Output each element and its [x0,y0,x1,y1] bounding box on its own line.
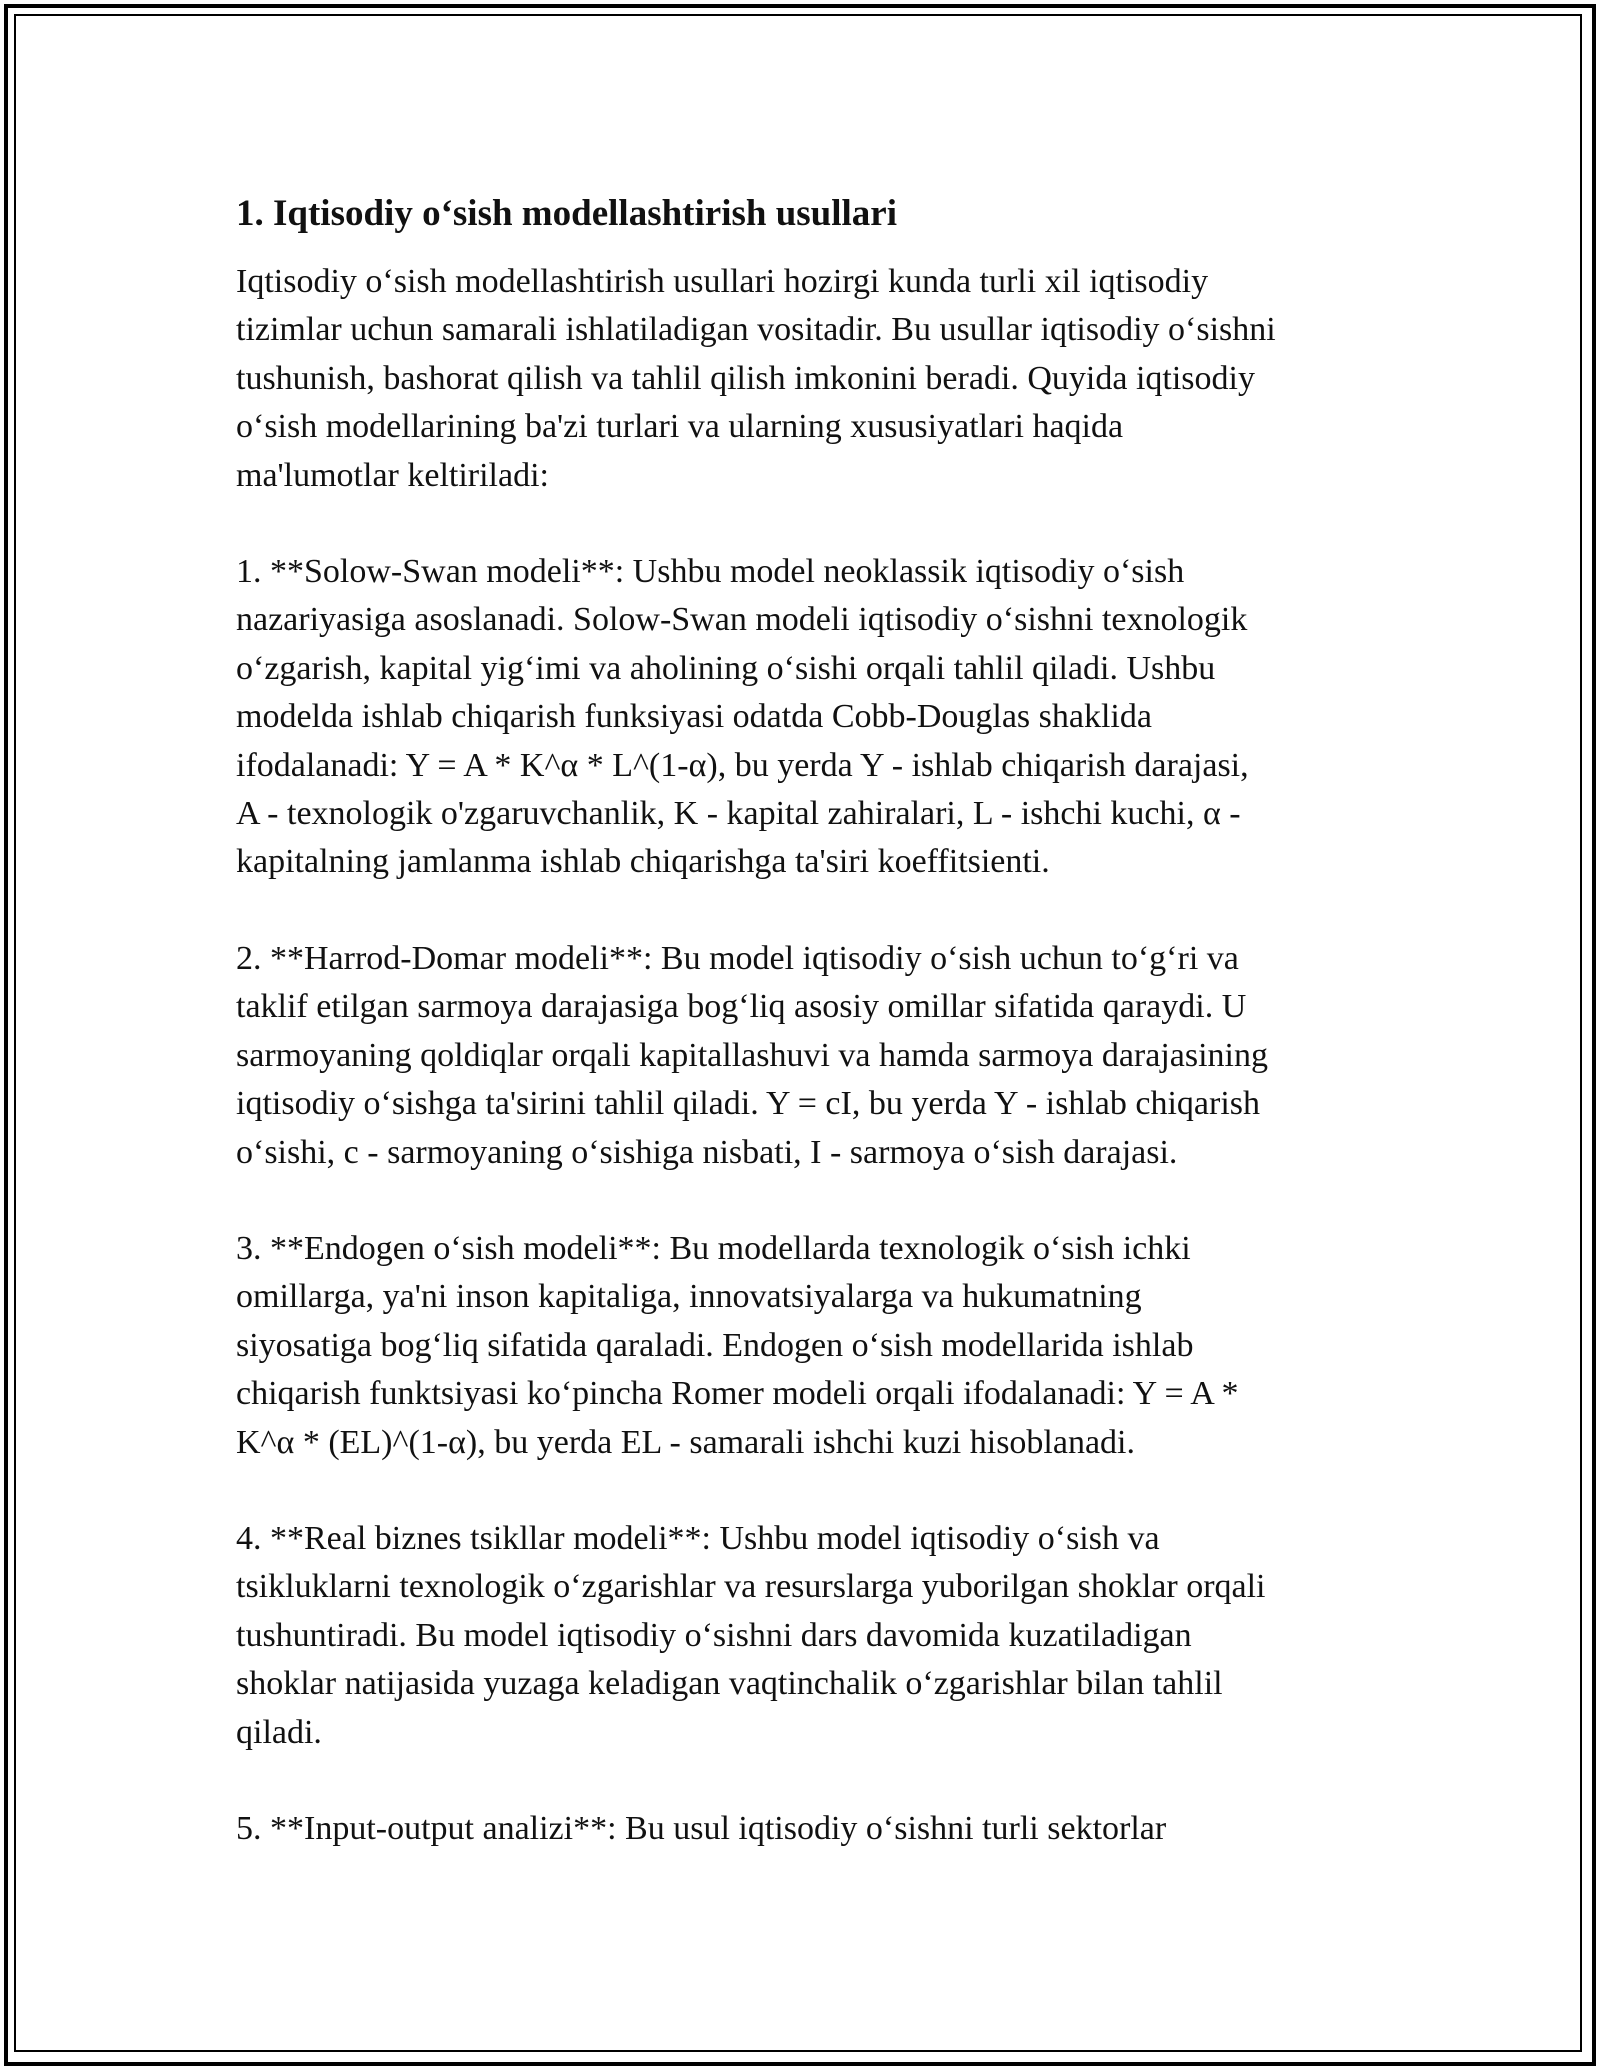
intro-paragraph: Iqtisodiy o‘sish modellashtirish usullari hozirgi kunda turli xil iqtisodiy tizimlar uchun samarali ishlatiladigan vositadir. Bu usullar iqtisodiy o‘sishni tushunish, bashorat qilish va tahlil qilish imkonini beradi. Quyida iqtisodiy o‘sish modellarining ba'zi turlari va ularning xususiyatlari haqida ma'lumotlar keltiriladi: [236,263,1276,494]
input-output-paragraph: 5. **Input-output analizi**: Bu usul iqtisodiy o‘sishni turli sektorlar [236,1809,1167,1847]
solow-swan-paragraph: 1. **Solow-Swan modeli**: Ushbu model neoklassik iqtisodiy o‘sish nazariyasiga asoslanadi. Solow-Swan modeli iqtisodiy o‘sishni texnologik o‘zgarish, kapital yig‘imi va aholining o‘sishi orqali tahlil qiladi. Ushbu modelda ishlab chiqarish funksiyasi odatda Cobb-Douglas shaklida ifodalanadi: Y = A * K^α * L^(1-α), bu yerda Y - ishlab chiqarish darajasi, A - texnologik o'zgaruvchanlik, K - kapital zahiralari, L - ishchi kuchi, α - kapitalning jamlanma ishlab chiqarishga ta'siri koeffitsienti. [236,553,1249,881]
harrod-domar-paragraph: 2. **Harrod-Domar modeli**: Bu model iqtisodiy o‘sish uchun to‘g‘ri va taklif etilgan sarmoya darajasiga bog‘liq asosiy omillar sifatida qaraydi. U sarmoyaning qoldiqlar orqali kapitallashuvi va hamda sarmoya darajasining iqtisodiy o‘sishga ta'sirini tahlil qiladi. Y = cI, bu yerda Y - ishlab chiqarish o‘sishi, c - sarmoyaning o‘sishiga nisbati, I - sarmoya o‘sish darajasi. [236,939,1268,1171]
document-body [236,188,1366,1853]
real-business-cycle-paragraph: 4. **Real biznes tsikllar modeli**: Ushbu model iqtisodiy o‘sish va tsikluklarni texnologik o‘zgarishlar va resurslarga yuborilgan shoklar orqali tushuntiradi. Bu model iqtisodiy o‘sishni dars davomida kuzatiladigan shoklar natijasida yuzaga keladigan vaqtinchalik o‘zgarishlar bilan tahlil qiladi. [236,1519,1266,1751]
endogenous-growth-paragraph: 3. **Endogen o‘sish modeli**: Bu modellarda texnologik o‘sish ichki omillarga, ya'ni inson kapitaliga, innovatsiyalarga va hukumatning siyosatiga bog‘liq sifatida qaraladi. Endogen o‘sish modellarida ishlab chiqarish funktsiyasi ko‘pincha Romer modeli orqali ifodalanadi: Y = A * K^α * (EL)^(1-α), bu yerda EL - samarali ishchi kuzi hisoblanadi. [236,1229,1239,1461]
document-title: 1. Iqtisodiy o‘sish modellashtirish usullari [236,193,898,234]
